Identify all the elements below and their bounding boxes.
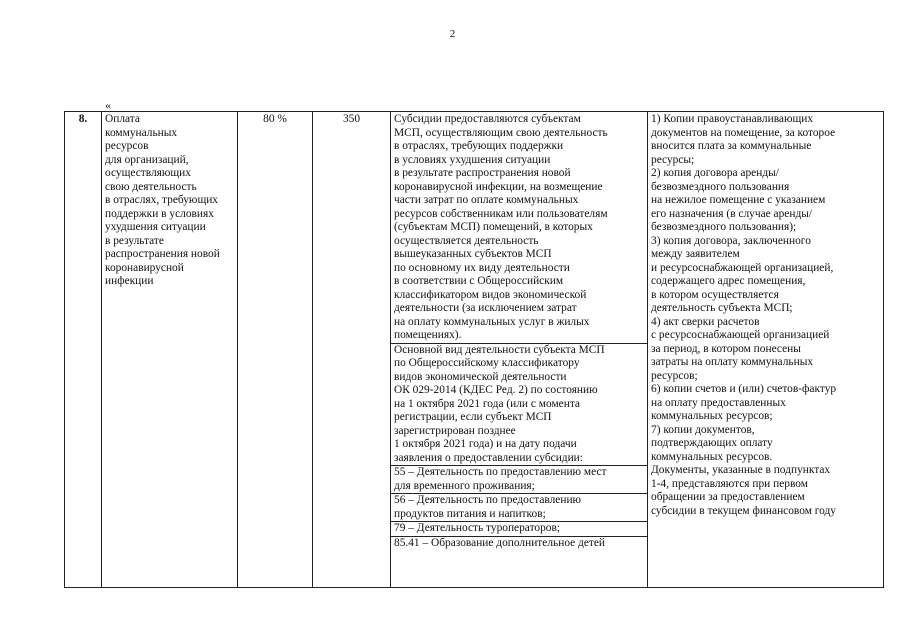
text-line: в результате (105, 234, 164, 247)
text-line: зарегистрирован позднее (394, 424, 516, 437)
text-line: Основной вид деятельности субъекта МСП (394, 343, 605, 356)
text-line: на 1 октября 2021 года (или с момента (394, 397, 580, 410)
text-line: Оплата (105, 113, 140, 125)
subsidy-name-cell (102, 112, 238, 588)
text-line: за период, в котором понесены (651, 342, 801, 355)
text-line: подтверждающих оплату (651, 437, 773, 449)
text-line: затраты на оплату коммунальных (651, 356, 814, 368)
text-line: 1 октября 2021 года) и на дату подачи (394, 438, 577, 450)
text-line: Документы, указанные в подпунктах (651, 464, 831, 476)
percent-cell: 80 % (238, 112, 313, 588)
text-line: 7) копии документов, (651, 423, 755, 436)
subsidy-table (64, 111, 884, 588)
text-line: ресурсов собственникам или пользователям (394, 207, 608, 220)
text-line: поддержки в условиях (105, 207, 214, 220)
text-line: по Общероссийскому классификатору (394, 357, 580, 369)
text-line: между заявителем (651, 248, 740, 260)
text-line: его назначения (в случае аренды/ (651, 207, 813, 220)
text-line: свою деятельность (105, 180, 197, 193)
text-line: на нежилое помещение с указанием (651, 194, 826, 206)
text-line: 85.41 – Образование дополнительное детей (394, 536, 606, 549)
amount-cell: 350 (313, 112, 391, 588)
conditions-item-79 (394, 522, 644, 536)
text-line: безвозмездного пользования); (651, 221, 797, 233)
text-line: 4) акт сверки расчетов (651, 315, 760, 328)
text-line: деятельность субъекта МСП; (651, 302, 793, 314)
text-line: для организаций, (105, 153, 189, 166)
text-line: коронавирусной (105, 261, 184, 274)
text-line: 2) копия договора аренды/ (651, 167, 779, 179)
text-line: 56 – Деятельность по предоставлению (394, 494, 582, 506)
row-number-cell: 8. (65, 112, 102, 588)
conditions-item-55 (394, 466, 644, 493)
text-line: ухудшения ситуации (105, 221, 206, 233)
text-line: на оплату предоставленных (651, 396, 786, 409)
text-line: ресурсы; (651, 153, 695, 166)
text-line: в отраслях, требующих (105, 194, 219, 206)
text-line: видов экономической деятельности (394, 370, 567, 383)
documents-cell (648, 112, 884, 588)
text-line: помещениях). (394, 329, 462, 341)
text-line: коммунальных (105, 126, 178, 139)
text-line: Субсидии предоставляются субъектам (394, 113, 581, 125)
text-line: с ресурсоснабжающей организацией (651, 329, 830, 341)
text-line: деятельности (за исключением затрат (394, 302, 577, 314)
table-row (65, 112, 884, 588)
text-line: безвозмездного пользования (651, 180, 790, 193)
text-line: распространения новой (105, 248, 220, 260)
conditions-item-85-41 (394, 537, 644, 551)
text-line: осуществляющих (105, 167, 191, 179)
text-line: коммунальных ресурсов. (651, 450, 773, 463)
text-line: в соответствии с Общероссийским (394, 275, 564, 287)
text-line: 3) копия договора, заключенного (651, 234, 811, 247)
text-line: для временного проживания; (394, 479, 535, 492)
text-line: 55 – Деятельность по предоставлению мест (394, 466, 607, 478)
text-line: 6) копии счетов и (или) счетов-фактур (651, 383, 837, 395)
text-line: вышеуказанных субъектов МСП (394, 248, 552, 260)
text-line: вносится плата за коммунальные (651, 140, 812, 152)
text-line: документов на помещение, за которое (651, 126, 836, 139)
page-number: 2 (449, 28, 456, 40)
text-line: МСП, осуществляющим свою деятельность (394, 126, 608, 139)
text-line: 1) Копии правоустанавливающих (651, 113, 814, 125)
text-line: ресурсов (105, 140, 149, 152)
subsidy-name (105, 113, 234, 289)
text-line: коммунальных ресурсов; (651, 410, 773, 422)
text-line: и ресурсоснабжающей организацией, (651, 261, 834, 274)
text-line: ОК 029-2014 (КДЕС Ред. 2) по состоянию (394, 384, 598, 396)
opening-quote-mark: « (105, 98, 111, 112)
conditions-paragraph-2 (394, 344, 644, 466)
text-line: продуктов питания и напитков; (394, 507, 546, 520)
text-line: в результате распространения новой (394, 167, 571, 179)
text-line: инфекции (105, 275, 154, 287)
text-line: части затрат по оплате коммунальных (394, 194, 579, 206)
text-line: по основному их виду деятельности (394, 261, 570, 274)
text-line: регистрации, если субъект МСП (394, 411, 552, 423)
text-line: 79 – Деятельность туроператоров; (394, 522, 561, 534)
text-line: 1-4, представляются при первом (651, 477, 808, 490)
conditions-paragraph-1 (394, 113, 644, 343)
text-line: субсидии в текущем финансовом году (651, 504, 836, 517)
text-line: осуществляется деятельность (394, 234, 539, 247)
text-line: содержащего адрес помещения, (651, 275, 806, 287)
text-line: заявления о предоставлении субсидии: (394, 451, 583, 464)
documents-list (651, 113, 880, 518)
text-line: коронавирусной инфекции, на возмещение (394, 180, 603, 193)
text-line: обращении за предоставлением (651, 491, 805, 503)
text-line: (субъектам МСП) помещений, в которых (394, 221, 593, 233)
text-line: в котором осуществляется (651, 288, 779, 301)
text-line: на оплату коммунальных услуг в жилых (394, 315, 590, 328)
conditions-item-56 (394, 494, 644, 521)
text-line: ресурсов; (651, 369, 698, 382)
text-line: в условиях ухудшения ситуации (394, 153, 551, 166)
conditions-cell (391, 112, 648, 588)
text-line: в отраслях, требующих поддержки (394, 140, 564, 152)
text-line: классификатором видов экономической (394, 288, 587, 301)
